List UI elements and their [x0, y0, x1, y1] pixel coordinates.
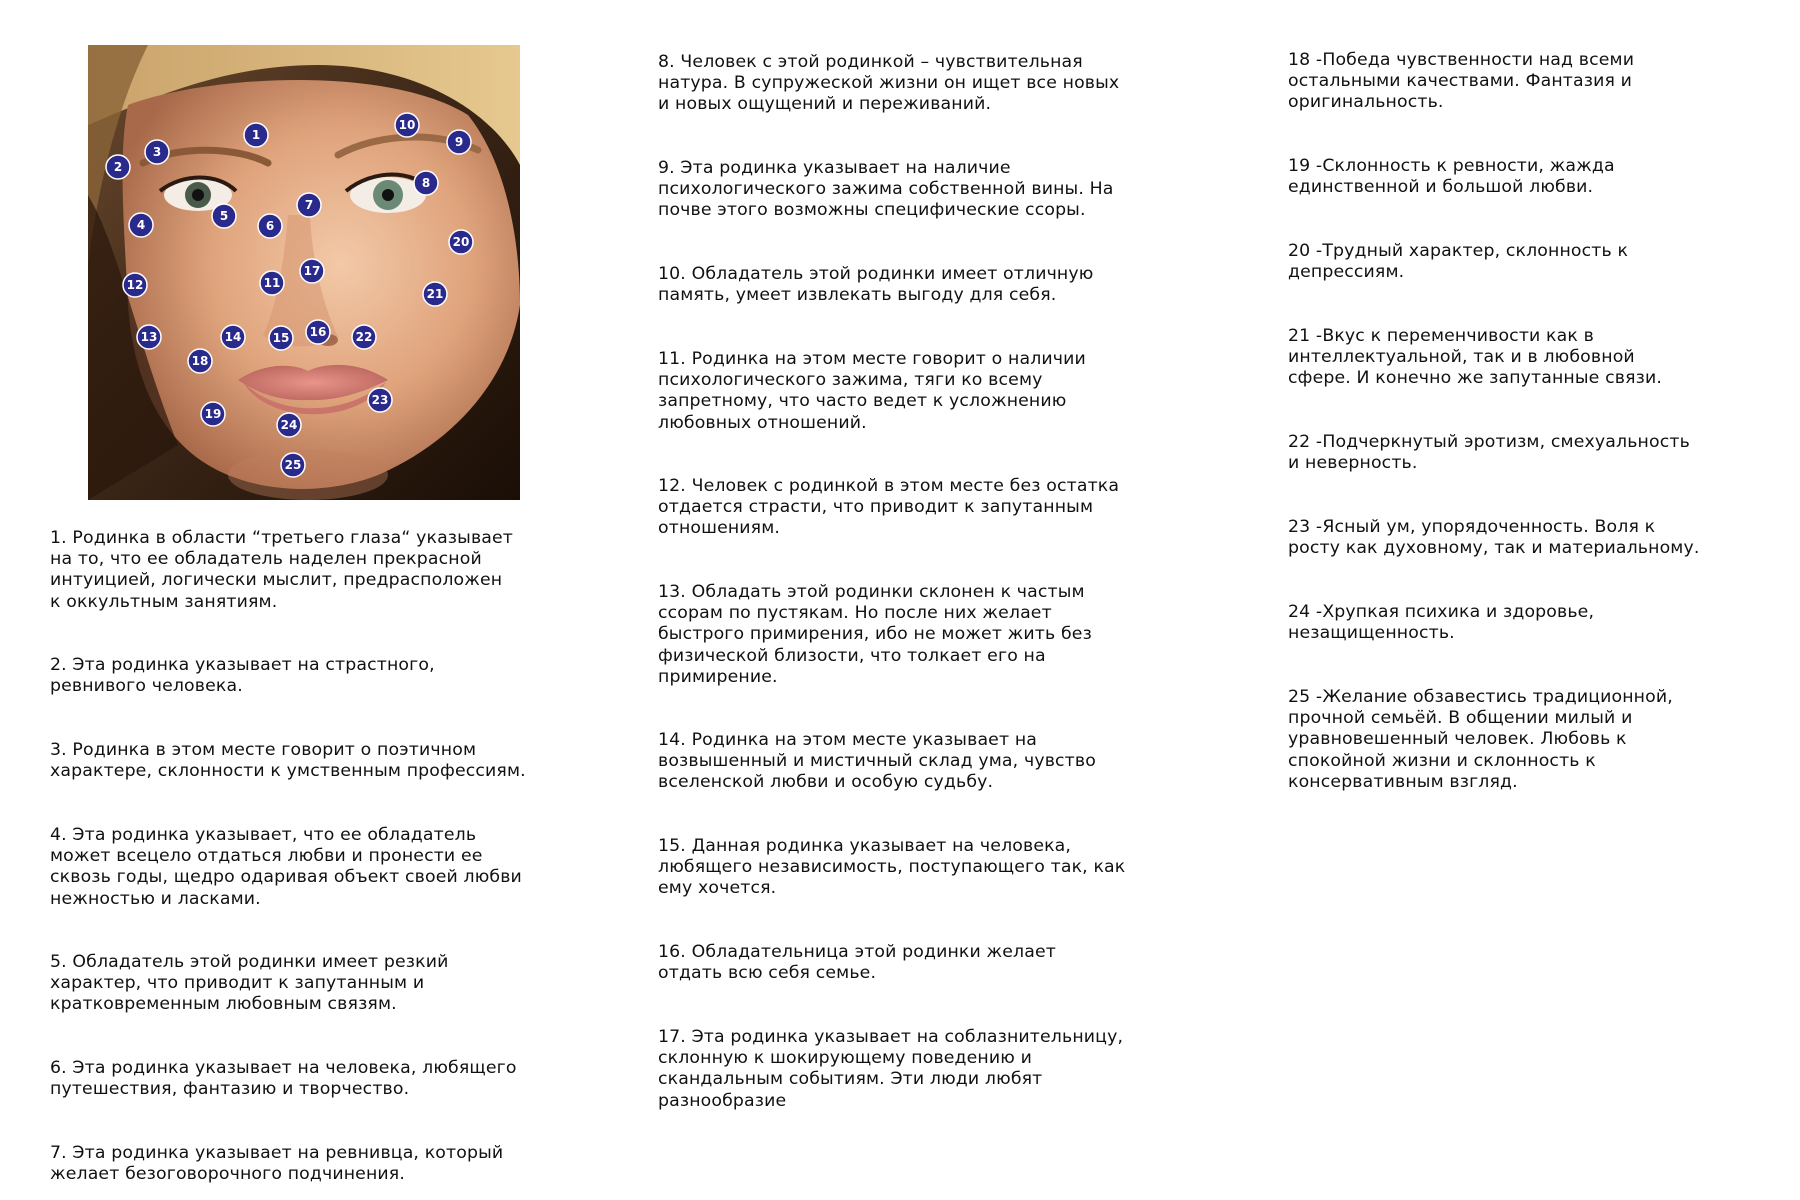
svg-text:2: 2: [113, 160, 123, 174]
mole-description-1: 1. Родинка в области “третьего глаза“ указывает на то, что ее обладатель наделен прекрасной интуицией, логически мыслит, предрасположен к оккультным занятиям.: [50, 528, 514, 612]
svg-text:1: 1: [251, 128, 261, 142]
svg-text:5: 5: [219, 209, 229, 223]
svg-text:6: 6: [265, 219, 275, 233]
svg-text:9: 9: [454, 135, 464, 149]
mole-description-5: 5. Обладатель этой родинки имеет резкий характер, что приводит к запутанным и кратковременным любовным связям.: [50, 952, 449, 1015]
mole-description-12: 12. Человек с родинкой в этом месте без остатка отдается страсти, что приводит к запутанным отношениям.: [658, 476, 1120, 539]
marker-18: [188, 349, 212, 373]
mole-description-9: 9. Эта родинка указывает на наличие психологического зажима собственной вины. На почве этого возможны специфические ссоры.: [658, 158, 1114, 221]
marker-17: [300, 259, 324, 283]
svg-text:23: 23: [371, 393, 389, 407]
marker-23: [368, 388, 392, 412]
svg-text:19: 19: [204, 407, 222, 421]
mole-description-2: 2. Эта родинка указывает на страстного, ревнивого человека.: [50, 655, 435, 697]
svg-text:24: 24: [280, 418, 298, 432]
svg-text:21: 21: [426, 287, 444, 301]
mole-description-23: 23 -Ясный ум, упорядоченность. Воля к росту как духовному, так и материальному.: [1288, 517, 1700, 559]
svg-text:12: 12: [126, 278, 144, 292]
marker-13: [137, 325, 161, 349]
mole-description-24: 24 -Хрупкая психика и здоровье, незащищенность.: [1288, 602, 1595, 644]
svg-text:7: 7: [304, 198, 314, 212]
svg-text:22: 22: [355, 330, 373, 344]
mole-description-11: 11. Родинка на этом месте говорит о наличии психологического зажима, тяги ко всему запретному, что часто ведет к усложнению любовных отношений.: [658, 349, 1086, 433]
marker-16: [306, 320, 330, 344]
svg-text:13: 13: [140, 330, 158, 344]
mole-description-4: 4. Эта родинка указывает, что ее обладатель может всецело отдаться любви и пронести ее сквозь годы, щедро одаривая объект своей любви нежностью и ласками.: [50, 825, 522, 909]
mole-description-13: 13. Обладать этой родинки склонен к частым ссорам по пустякам. Но после них желает быстрого примирения, ибо не может жить без физической близости, что толкает его на примирение.: [658, 582, 1092, 687]
svg-text:14: 14: [224, 330, 242, 344]
marker-4: [129, 213, 153, 237]
marker-7: [297, 193, 321, 217]
mole-description-8: 8. Человек с этой родинкой – чувствительная натура. В супружеской жизни он ищет все новых и новых ощущений и переживаний.: [658, 52, 1120, 115]
svg-text:17: 17: [303, 264, 321, 278]
face-illustration: [88, 45, 520, 500]
marker-11: [260, 271, 284, 295]
marker-25: [281, 453, 305, 477]
svg-text:18: 18: [191, 354, 209, 368]
marker-8: [414, 171, 438, 195]
svg-text:11: 11: [263, 276, 281, 290]
svg-text:20: 20: [452, 235, 470, 249]
marker-20: [449, 230, 473, 254]
svg-text:25: 25: [284, 458, 302, 472]
mole-description-3: 3. Родинка в этом месте говорит о поэтичном характере, склонности к умственным профессиям.: [50, 740, 526, 782]
mole-description-21: 21 -Вкус к переменчивости как в интеллектуальной, так и в любовной сфере. И конечно же запутанные связи.: [1288, 326, 1662, 389]
mole-description-25: 25 -Желание обзавестись традиционной, прочной семьёй. В общении милый и уравновешенный человек. Любовь к спокойной жизни и склонность к консервативным взгляд.: [1288, 687, 1673, 792]
mole-description-16: 16. Обладательница этой родинки желает отдать всю себя семье.: [658, 942, 1056, 984]
mole-description-19: 19 -Склонность к ревности, жажда единственной и большой любви.: [1288, 156, 1615, 198]
mole-description-20: 20 -Трудный характер, склонность к депрессиям.: [1288, 241, 1629, 283]
marker-14: [221, 325, 245, 349]
marker-3: [145, 140, 169, 164]
marker-15: [269, 326, 293, 350]
svg-text:10: 10: [398, 118, 416, 132]
mole-description-10: 10. Обладатель этой родинки имеет отличную память, умеет извлекать выгоду для себя.: [658, 264, 1094, 306]
svg-text:8: 8: [421, 176, 431, 190]
mole-description-6: 6. Эта родинка указывает на человека, любящего путешествия, фантазию и творчество.: [50, 1058, 517, 1100]
marker-19: [201, 402, 225, 426]
mole-description-7: 7. Эта родинка указывает на ревнивца, который желает безоговорочного подчинения.: [50, 1143, 504, 1185]
marker-2: [106, 155, 130, 179]
mole-description-14: 14. Родинка на этом месте указывает на возвышенный и мистичный склад ума, чувство вселенской любви и особую судьбу.: [658, 730, 1096, 793]
marker-6: [258, 214, 282, 238]
marker-5: [212, 204, 236, 228]
svg-text:3: 3: [152, 145, 162, 159]
marker-1: [244, 123, 268, 147]
mole-description-15: 15. Данная родинка указывает на человека, любящего независимость, поступающего так, как ему хочется.: [658, 836, 1126, 899]
mole-description-22: 22 -Подчеркнутый эротизм, смехуальность и неверность.: [1288, 432, 1690, 474]
marker-24: [277, 413, 301, 437]
marker-10: [395, 113, 419, 137]
marker-9: [447, 130, 471, 154]
marker-12: [123, 273, 147, 297]
face-photo: [88, 45, 520, 500]
mole-description-18: 18 -Победа чувственности над всеми остальными качествами. Фантазия и оригинальность.: [1288, 50, 1635, 113]
mole-description-17: 17. Эта родинка указывает на соблазнительницу, склонную к шокирующему поведению и скандальным событиям. Эти люди любят разнообразие: [658, 1027, 1124, 1111]
marker-22: [352, 325, 376, 349]
marker-21: [423, 282, 447, 306]
svg-text:15: 15: [272, 331, 290, 345]
svg-text:4: 4: [136, 218, 146, 232]
svg-text:16: 16: [309, 325, 327, 339]
